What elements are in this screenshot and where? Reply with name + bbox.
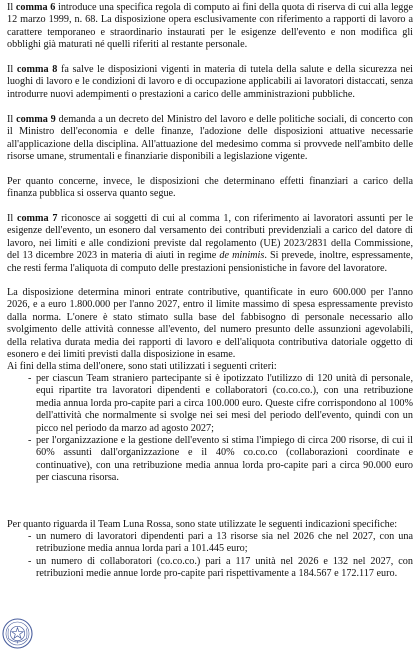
paragraph-text: . Si prevede, inoltre, espressamente, che resti ferma l'aliquota di computo delle prestazioni pensionistiche in favore del lavoratore.: [7, 250, 413, 274]
paragraph-text: Per quanto concerne, invece, le disposizioni che determinano effetti finanziari a carico della finanza pubblica si osserva quanto segue.: [7, 176, 413, 200]
dash-bullet: -: [28, 373, 32, 384]
list-item-text: un numero di lavoratori dipendenti pari a 13 risorse sia nel 2026 che nel 2027, con una retribuzione media annua lorda pari a 101.445 euro;: [36, 531, 413, 555]
list-item: [7, 373, 413, 435]
list-item: [7, 435, 413, 485]
bold-reference: comma 7: [16, 213, 58, 224]
dash-bullet: -: [28, 555, 32, 567]
list-item-text: per l'organizzazione e la gestione dell'evento si stima l'impiego di circa 200 risorse, di cui il 60% assunti dall'organizzazione e il 40% co.co.co (collaborazioni coordinate e continuative), con una retribuzione media annua lorda pro-capite pari a circa 90.000 euro per ciascuna risorsa.: [36, 435, 413, 484]
lead-word: Il: [7, 64, 14, 75]
paragraph-text: demanda a un decreto del Ministro del lavoro e delle politiche sociali, di concerto con il Ministro dell'economia e delle finanze, l'adozione delle disposizioni attuative necessarie all'applicazione della disciplina. All'attuazione del medesimo comma si provvede nell'ambito delle risorse umane, strumentali e finanziarie disponibili a legislazione vigente.: [7, 114, 413, 163]
bold-reference: comma 6: [15, 2, 56, 13]
paragraph-text: Per quanto riguarda il Team Luna Rossa, sono state utilizzate le seguenti indicazioni specifiche:: [7, 519, 398, 530]
paragraph-text: riconosce ai soggetti di cui al comma 1, con riferimento ai lavoratori assunti per le esigenze dell'evento, un esonero dal versamento dei contributi previdenziali a carico del datore di lavoro, nei limiti e alle condizioni previste dal regolamento (UE) 2023/2831 della Commissione, del 13 dicembre 2023 in materia di aiuti in regime: [7, 213, 414, 262]
criteria-list: [7, 373, 413, 485]
list-item-text: un numero di collaboratori (co.co.co.) pari a 117 unità nel 2026 e 132 nel 2027, con retribuzioni medie annue lorde pro-capite pari rispettivamente a 184.567 e 172.117 euro.: [36, 555, 413, 580]
paragraph-text: fa salve le disposizioni vigenti in materia di tutela della salute e della sicurezza nei luoghi di lavoro e le condizioni di lavoro e di occupazione applicabili ai lavoratori distaccati, senza introdurre nuovi adempimenti o prestazioni a carico delle amministrazioni pubbliche.: [7, 64, 414, 100]
italic-term: de minimis: [219, 250, 265, 262]
list-item: [7, 531, 413, 556]
republic-emblem-seal-icon: [2, 618, 33, 649]
paragraph-text: Ai fini della stima dell'onere, sono stati utilizzati i seguenti criteri:: [7, 361, 277, 372]
paragraph-text: La disposizione determina minori entrate contributive, quantificate in euro 600.000 per l'anno 2026, e a euro 1.800.000 per l'anno 2027, entro il limite massimo di spesa espressamente previsto dalla norma. L'onere è stato stimato sulla base del fabbisogno di personale necessario allo svolgimento delle attività connesse all'evento, del numero presunto delle assunzioni agevolabili, della relativa durata media dei rapporti di lavoro e dell'aliquota contributiva datoriale oggetto di esonero e dei limiti previsti dalla disposizione in esame.: [7, 287, 413, 361]
paragraph-luna-rossa-intro: [7, 519, 413, 531]
list-item-text: per ciascun Team straniero partecipante si è ipotizzato l'utilizzo di 120 unità di personale, equi ripartite tra lavoratori dipendenti e collaboratori (co.co.co.), con una retribuzione media annua lorda pro-capite pari a circa 100.000 euro. Queste cifre corrispondono al 100% dell'attività che normalmente si svolge nei sei mesi del periodo dell'evento, quindi con un picco nel periodo da marzo ad agosto 2027;: [36, 373, 413, 434]
luna-rossa-list: [7, 531, 413, 581]
dash-bullet: -: [28, 435, 32, 447]
paragraph-text: introduce una specifica regola di computo ai fini della quota di riserva di cui alla legge 12 marzo 1999, n. 68. La disposizione opera esclusivamente con riferimento a rapporti di lavoro a carattere temporaneo e straordinario instaurati per le esigenze dell'evento e non modifica gli obblighi già maturati né quelli riferiti al restante personale.: [7, 2, 414, 51]
bold-reference: comma 9: [16, 114, 56, 125]
dash-bullet: -: [28, 531, 32, 542]
paragraph-finanza-pubblica: [7, 176, 413, 201]
lead-word: Il: [7, 213, 14, 224]
list-item: [7, 556, 413, 581]
paragraph-comma-8: [7, 64, 413, 101]
paragraph-criteri-intro: [7, 361, 413, 373]
paragraph-minori-entrate: [7, 287, 413, 361]
bold-reference: comma 8: [16, 64, 58, 75]
paragraph-comma-9: [7, 114, 413, 164]
paragraph-comma-6: [7, 2, 413, 52]
lead-word: Il: [7, 114, 14, 125]
lead-word: Il: [7, 2, 14, 13]
paragraph-comma-7: [7, 213, 413, 275]
